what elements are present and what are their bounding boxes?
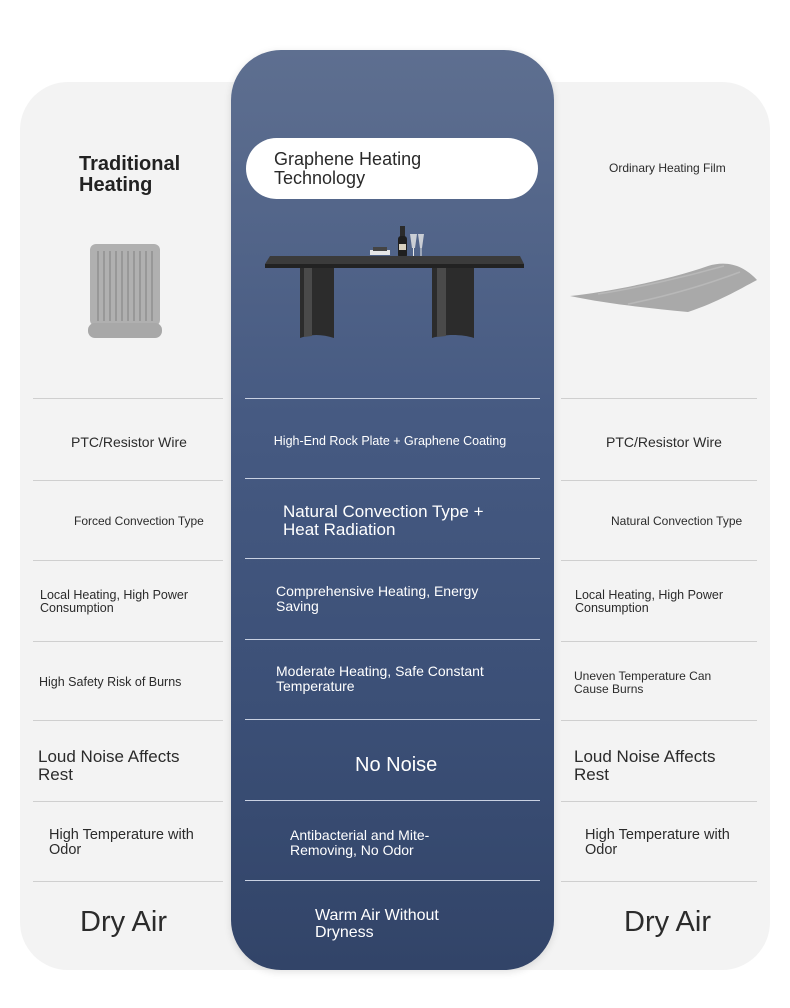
center-divider (245, 639, 540, 640)
right-row-material: PTC/Resistor Wire (606, 434, 722, 450)
center-divider (245, 800, 540, 801)
right-row-noise: Loud Noise Affects Rest (574, 747, 716, 784)
right-divider (561, 398, 757, 399)
right-row-odor: High Temperature with Odor (585, 827, 730, 859)
right-divider (561, 480, 757, 481)
right-row-convection: Natural Convection Type (611, 514, 743, 528)
center-divider (245, 558, 540, 559)
heating-film-sheet-icon (568, 262, 758, 314)
left-divider (33, 398, 223, 399)
left-row-odor: High Temperature with Odor (49, 827, 194, 859)
center-row-noise: No Noise (355, 754, 438, 776)
center-row-material: High-End Rock Plate + Graphene Coating (273, 434, 507, 448)
radiator-heater-icon (88, 243, 162, 339)
center-row-odor: Antibacterial and Mite-Removing, No Odor (290, 827, 430, 858)
center-row-safety: Moderate Heating, Safe Constant Temperature (276, 663, 484, 694)
left-row-convection: Forced Convection Type (74, 514, 204, 528)
right-divider (561, 641, 757, 642)
dining-table-with-wine-bottle-icon (262, 222, 527, 342)
center-divider (245, 398, 540, 399)
left-divider (33, 801, 223, 802)
right-row-safety: Uneven Temperature Can Cause Burns (574, 669, 712, 696)
graphene-title: Graphene Heating Technology (274, 149, 422, 188)
left-row-noise: Loud Noise Affects Rest (38, 747, 180, 784)
center-divider (245, 478, 540, 479)
right-divider (561, 720, 757, 721)
traditional-heating-title: Traditional Heating (79, 153, 181, 196)
left-row-material: PTC/Resistor Wire (71, 434, 187, 450)
left-divider (33, 480, 223, 481)
left-divider (33, 881, 223, 882)
right-divider (561, 801, 757, 802)
center-row-convection: Natural Convection Type + Heat Radiation (283, 502, 484, 539)
left-row-air: Dry Air (80, 906, 167, 938)
right-row-heating: Local Heating, High Power Consumption (575, 588, 723, 616)
left-divider (33, 641, 223, 642)
right-divider (561, 560, 757, 561)
center-row-heating: Comprehensive Heating, Energy Saving (276, 583, 479, 614)
ordinary-film-title: Ordinary Heating Film (609, 161, 726, 175)
right-row-air: Dry Air (624, 906, 711, 938)
center-row-air: Warm Air Without Dryness (315, 907, 439, 941)
left-divider (33, 720, 223, 721)
right-divider (561, 881, 757, 882)
left-row-heating: Local Heating, High Power Consumption (40, 588, 188, 616)
center-divider (245, 719, 540, 720)
left-divider (33, 560, 223, 561)
center-divider (245, 880, 540, 881)
left-row-safety: High Safety Risk of Burns (39, 675, 182, 689)
